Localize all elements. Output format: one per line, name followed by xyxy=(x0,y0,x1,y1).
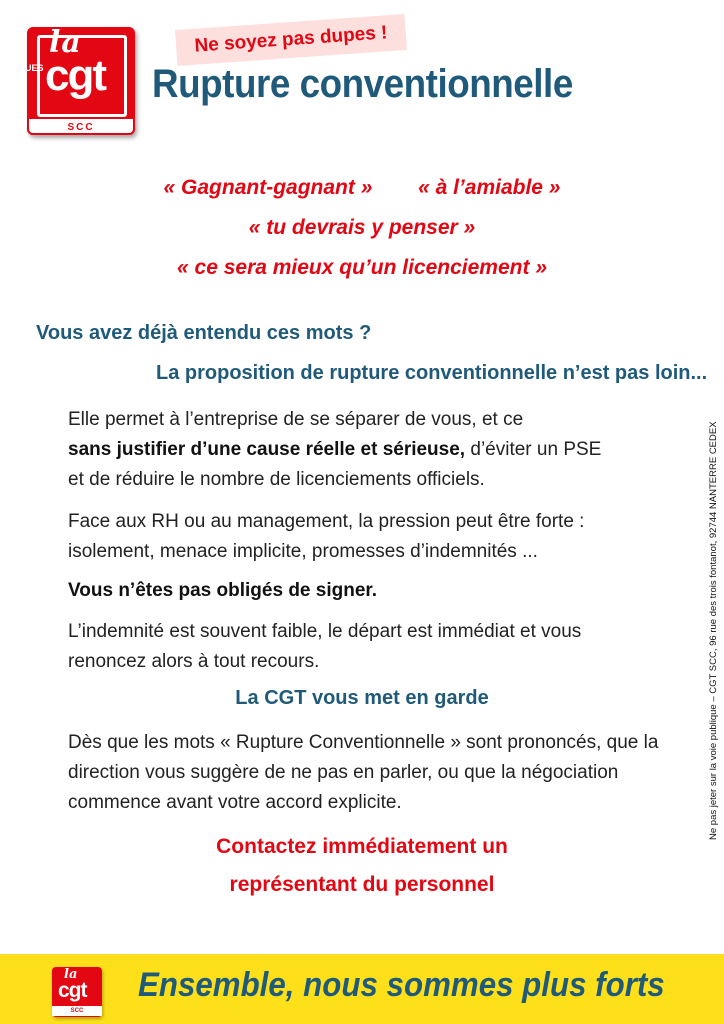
quote-penser: « tu devrais y penser » xyxy=(248,216,476,239)
logo-ues-text: UES xyxy=(25,63,44,73)
cta-line-1: Contactez immédiatement un xyxy=(216,835,508,858)
footer-banner xyxy=(0,954,724,1024)
paragraph-3: Vous n’êtes pas obligés de signer. xyxy=(68,580,378,601)
quote-gagnant: « Gagnant-gagnant » xyxy=(163,176,373,199)
paragraph-2: Face aux RH ou au management, la pression peut être forte : isolement, menace implicite, promesses d’indemnités ... xyxy=(68,511,585,562)
intro-question: Vous avez déjà entendu ces mots ? xyxy=(36,322,372,344)
paragraph-1-bold: sans justifier d’une cause réelle et sérieuse, xyxy=(68,439,466,460)
quote-amiable: « à l’amiable » xyxy=(418,176,561,199)
cgt-logo xyxy=(27,27,135,135)
logo-scc-text: SCC xyxy=(67,122,95,133)
paragraph-5: Dès que les mots « Rupture Conventionnelle » sont prononcés, que la direction vous suggère de ne pas en parler, ou que la négociation commence avant votre accord explicite. xyxy=(68,732,659,813)
logo-cgt-text: cgt xyxy=(45,51,105,100)
footer-cgt-logo: la cgt SCC xyxy=(52,967,102,1017)
header-tagline: Ne soyez pas dupes ! xyxy=(175,14,407,66)
quote-licenciement: « ce sera mieux qu’un licenciement » xyxy=(177,256,547,279)
logo-la-text: la xyxy=(49,25,82,60)
warning-heading: La CGT vous met en garde xyxy=(235,687,489,709)
cta-line-2: représentant du personnel xyxy=(229,873,495,896)
paragraph-1: Elle permet à l’entreprise de se séparer de vous, et ce sans justifier d’une cause réelle et sérieuse, d’éviter un PSE et de réduire le nombre de licenciements officiels. xyxy=(68,409,602,490)
footer-slogan: Ensemble, nous sommes plus forts xyxy=(138,966,665,1004)
intro-answer: La proposition de rupture conventionnelle n’est pas loin... xyxy=(156,362,708,384)
side-legal-note: Ne pas jeter sur la voie publique – CGT SCC, 96 rue des trois fontanot, 92744 NANTERRE CEDEX xyxy=(708,421,719,840)
quote-line-1 xyxy=(0,176,724,200)
paragraph-4: L’indemnité est souvent faible, le départ est immédiat et vous renoncez alors à tout recours. xyxy=(68,621,582,672)
page-title: Rupture conventionnelle xyxy=(152,62,573,106)
